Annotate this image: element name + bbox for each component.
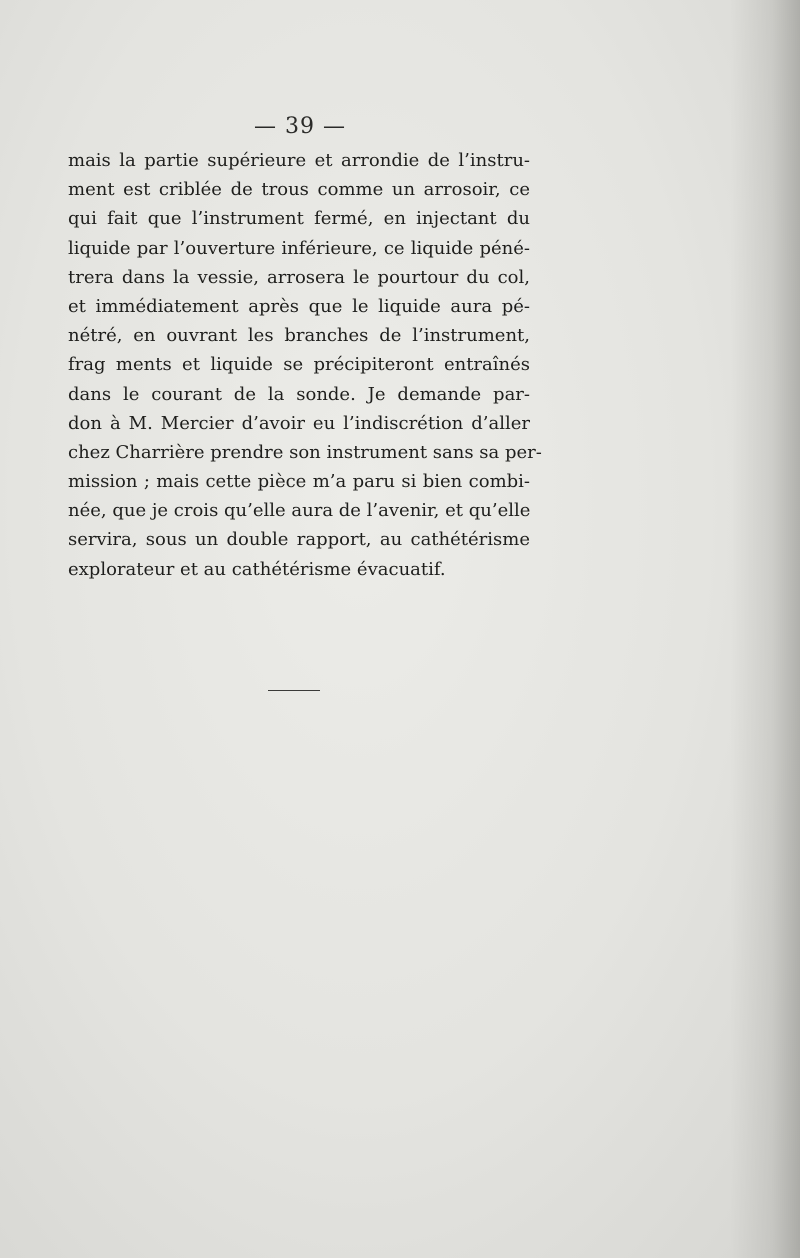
page-number: — 39 — bbox=[254, 114, 346, 139]
text-line: frag ments et liquide se précipiteront entraînés bbox=[68, 354, 530, 376]
text-line: servira, sous un double rapport, au cathétérisme bbox=[68, 529, 530, 551]
text-line: mais la partie supérieure et arrondie de l’instru- bbox=[68, 150, 530, 171]
text-line: nétré, en ouvrant les branches de l’instrument, bbox=[68, 325, 530, 347]
text-line: chez Charrière prendre son instrument sans sa per- bbox=[68, 441, 542, 463]
body-text bbox=[68, 146, 542, 584]
text-line: explorateur et au cathétérisme évacuatif. bbox=[68, 558, 446, 580]
text-line: liquide par l’ouverture inférieure, ce liquide péné- bbox=[68, 237, 530, 259]
end-rule-divider bbox=[268, 690, 320, 691]
text-line: ment est criblée de trous comme un arrosoir, ce bbox=[68, 179, 530, 201]
show-through-text bbox=[40, 570, 760, 1050]
text-line: qui fait que l’instrument fermé, en injectant du bbox=[68, 208, 530, 230]
text-line: mission ; mais cette pièce m’a paru si bien combi- bbox=[68, 471, 530, 493]
text-line: née, que je crois qu’elle aura de l’avenir, et qu’elle bbox=[68, 500, 531, 522]
text-line: trera dans la vessie, arrosera le pourtour du col, bbox=[68, 266, 530, 288]
text-line: et immédiatement après que le liquide aura pé- bbox=[68, 295, 530, 317]
binding-shadow bbox=[730, 0, 800, 1258]
text-line: don à M. Mercier d’avoir eu l’indiscrétion d’aller bbox=[68, 412, 530, 434]
text-line: dans le courant de la sonde. Je demande par- bbox=[68, 383, 530, 405]
